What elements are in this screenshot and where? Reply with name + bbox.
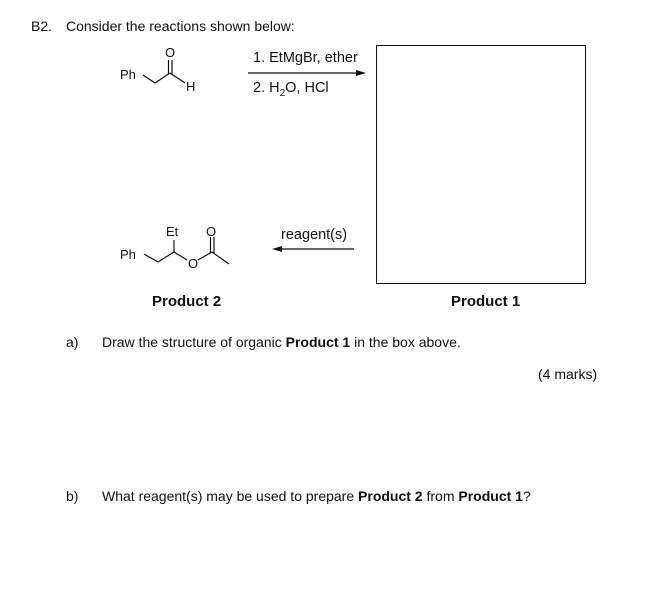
aldehyde-bond-2 — [155, 73, 170, 83]
question-number: B2. — [31, 18, 53, 34]
aldehyde-o-label: O — [165, 45, 176, 60]
condition-step-2: 2. $H_2O$, HCl — [253, 80, 329, 99]
question-intro: Consider the reactions shown below: — [66, 18, 295, 34]
part-a-text: Draw the structure of organic Product 1 in the box above. — [102, 334, 461, 350]
part-b-letter: b) — [66, 488, 79, 504]
ester-carbonyl-o-label: O — [206, 224, 217, 239]
reagent-label: reagent(s) — [281, 227, 348, 243]
aldehyde-structure — [143, 60, 185, 83]
aldehyde-ph-label: Ph — [120, 67, 136, 82]
ester-bond-1 — [144, 254, 158, 262]
part-a-marks: (4 marks) — [538, 366, 598, 382]
ester-ether-o-label: O — [188, 256, 199, 271]
ester-et-label: Et — [166, 224, 179, 239]
reverse-arrow — [272, 246, 354, 252]
ester-bond-3 — [174, 252, 187, 260]
product-1-answer-box[interactable] — [376, 45, 586, 284]
ester-structure — [144, 237, 229, 264]
aldehyde-bond-1 — [143, 75, 155, 83]
ester-bond-5 — [212, 252, 229, 264]
product-1-label: Product 1 — [451, 293, 521, 310]
ester-bond-2 — [158, 252, 174, 262]
part-a-letter: a) — [66, 334, 79, 350]
product-2-label: Product 2 — [152, 293, 222, 310]
ester-bond-4 — [198, 252, 212, 260]
ester-ph-label: Ph — [120, 247, 136, 262]
condition-step-1: 1. EtMgBr, ether — [253, 50, 358, 66]
aldehyde-h-label: H — [186, 79, 196, 94]
forward-arrow — [248, 70, 366, 76]
aldehyde-bond-3 — [170, 73, 185, 83]
part-b-text: What reagent(s) may be used to prepare Product 2 from Product 1? — [102, 488, 531, 504]
